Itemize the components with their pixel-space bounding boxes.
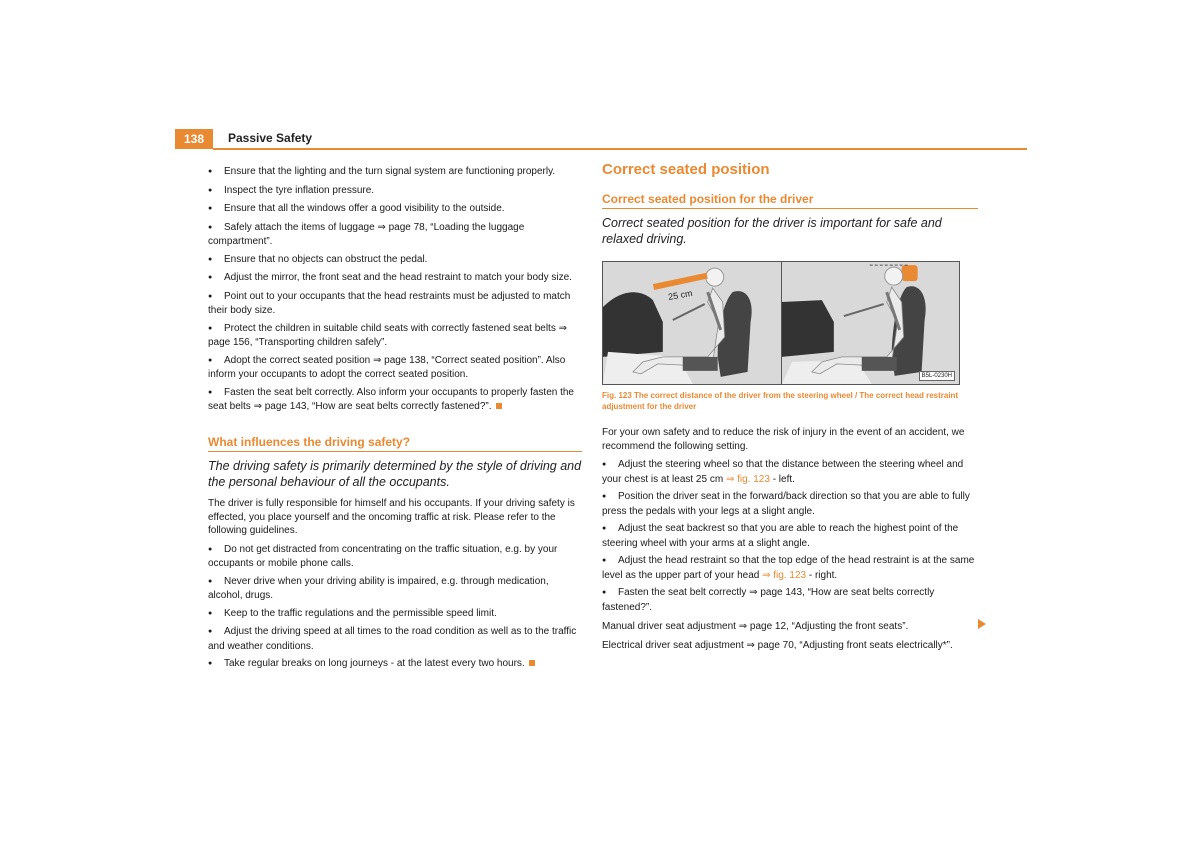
page-number: 138: [175, 129, 213, 149]
list-item: ●Protect the children in suitable child seats with correctly fastened seat belts ⇒ page 156, “Transporting children safely”.: [208, 322, 582, 350]
figure-123: [602, 261, 960, 385]
distance-label: 25 cm: [667, 287, 694, 303]
list-item: ●Fasten the seat belt correctly ⇒ page 143, “How are seat belts correctly fastened?”.: [602, 586, 978, 614]
list-item: ●Adjust the head restraint so that the top edge of the head restraint is at the same level as the upper part of your head ⇒ fig. 123 - right.: [602, 554, 978, 582]
list-item: ●Position the driver seat in the forward/back direction so that you are able to fully press the pedals with your legs at a slight angle.: [602, 490, 978, 518]
section-intro: The driving safety is primarily determined by the style of driving and the personal behaviour of all the occupants.: [208, 459, 582, 489]
end-marker-icon: [496, 403, 502, 409]
list-item: ●Do not get distracted from concentrating on the traffic situation, e.g. by your occupants or mobile phone calls.: [208, 543, 582, 571]
paragraph: The driver is fully responsible for himself and his occupants. If your driving safety is effected, you place yourself and the oncoming traffic at risk. Please refer to the following guidelines.: [208, 498, 575, 536]
figure-link[interactable]: ⇒ fig. 123: [762, 569, 807, 581]
end-marker-icon: [529, 660, 535, 666]
list-item: ●Ensure that no objects can obstruct the pedal.: [208, 253, 582, 268]
figure-link[interactable]: ⇒ fig. 123: [725, 473, 770, 485]
head-restraint-illustration: [782, 262, 960, 384]
list-item: ●Adopt the correct seated position ⇒ page 138, “Correct seated position”. Also inform your occupants to adopt the correct seated position.: [208, 354, 582, 382]
list-item: ●Point out to your occupants that the head restraints must be adjusted to match their body size.: [208, 290, 582, 318]
section-intro: Correct seated position for the driver is important for safe and relaxed driving.: [602, 216, 942, 246]
section-heading: Correct seated position for the driver: [602, 193, 978, 210]
list-item: ●Ensure that all the windows offer a good visibility to the outside.: [208, 202, 582, 217]
paragraph: Electrical driver seat adjustment ⇒ page 70, “Adjusting front seats electrically*”.: [602, 639, 953, 651]
page-title: Correct seated position: [602, 161, 770, 178]
left-column: [208, 165, 582, 676]
section-heading: What influences the driving safety?: [208, 436, 582, 453]
list-item: ●Adjust the driving speed at all times to the road condition as well as to the traffic and weather conditions.: [208, 625, 582, 653]
continue-arrow-icon: [978, 619, 986, 629]
figure-caption: Fig. 123 The correct distance of the driver from the steering wheel / The correct head restraint adjustment for the driver: [602, 391, 959, 411]
list-item: ●Adjust the mirror, the front seat and the head restraint to match your body size.: [208, 271, 582, 286]
section-title: Passive Safety: [228, 131, 313, 145]
driver-distance-illustration: [603, 262, 781, 384]
list-item: ●Keep to the traffic regulations and the permissible speed limit.: [208, 607, 582, 622]
right-column: [602, 163, 978, 657]
list-item: ●Adjust the steering wheel so that the distance between the steering wheel and your chest is at least 25 cm ⇒ fig. 123 - left.: [602, 458, 978, 486]
figure-left-panel: [603, 262, 781, 384]
list-item: ●Inspect the tyre inflation pressure.: [208, 184, 582, 199]
header-rule: [213, 148, 1027, 150]
figure-right-panel: [781, 262, 960, 384]
paragraph: For your own safety and to reduce the risk of injury in the event of an accident, we recommend the following setting.: [602, 427, 965, 452]
list-item: ●Safely attach the items of luggage ⇒ page 78, “Loading the luggage compartment”.: [208, 221, 582, 249]
paragraph: Manual driver seat adjustment ⇒ page 12, “Adjusting the front seats”.: [602, 621, 909, 632]
list-item: ●Take regular breaks on long journeys - at the latest every two hours.: [208, 657, 582, 672]
list-item: ●Adjust the seat backrest so that you are able to reach the highest point of the steering wheel with your arms at a slight angle.: [602, 522, 978, 550]
figure-code: B5L-0230H: [919, 371, 955, 381]
list-item: ●Ensure that the lighting and the turn signal system are functioning properly.: [208, 165, 582, 180]
list-item: ●Never drive when your driving ability is impaired, e.g. through medication, alcohol, drugs.: [208, 575, 582, 603]
list-item: ●Fasten the seat belt correctly. Also inform your occupants to properly fasten the seat belts ⇒ page 143, “How are seat belts correctly fastened?”.: [208, 386, 582, 414]
